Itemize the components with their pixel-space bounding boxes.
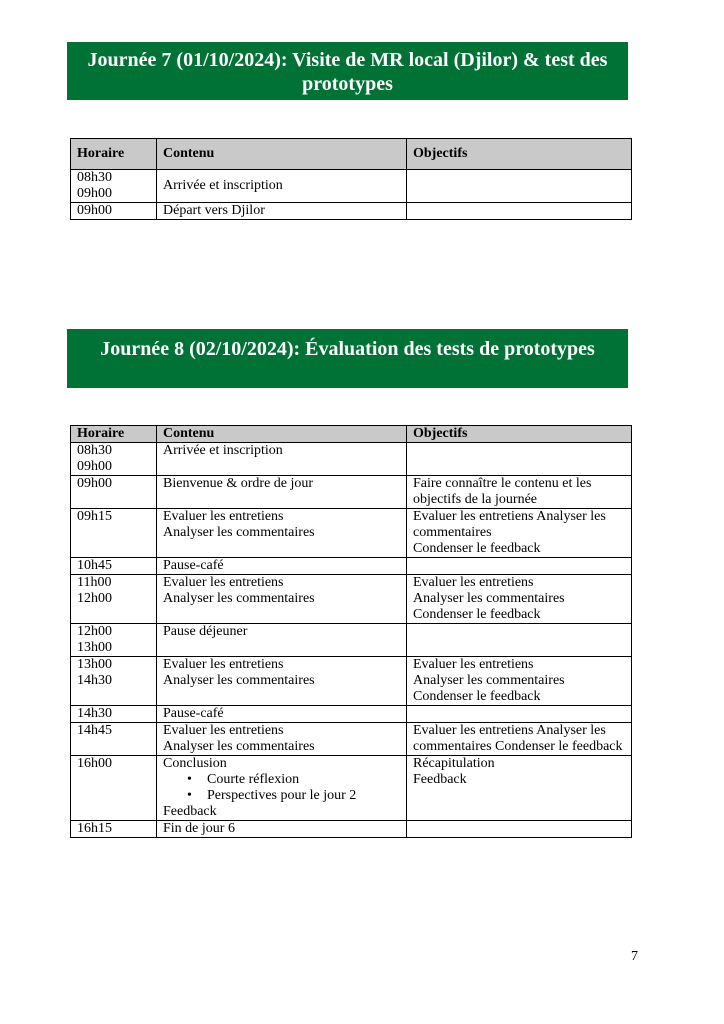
time-cell — [71, 203, 157, 220]
time-text: 11h00 — [77, 575, 112, 590]
objectives-cell — [407, 706, 632, 723]
page-number: 7 — [631, 949, 638, 964]
table-row — [71, 509, 632, 558]
table-row — [71, 706, 632, 723]
time-text: 09h00 — [77, 476, 112, 491]
content-cell — [157, 756, 407, 821]
time-cell — [71, 624, 157, 657]
table-row — [71, 575, 632, 624]
content-text: Conclusion — [163, 756, 227, 771]
content-cell — [157, 706, 407, 723]
time-cell — [71, 170, 157, 203]
bullet-item — [163, 772, 400, 788]
content-cell — [157, 558, 407, 575]
content-cell — [157, 821, 407, 838]
content-text: Analyser les commentaires — [163, 591, 315, 606]
table-row — [71, 558, 632, 575]
bullet-text: Courte réflexion — [207, 772, 300, 787]
content-text: Analyser les commentaires — [163, 673, 315, 688]
objective-text: Analyser les commentaires — [413, 673, 565, 688]
bullet-icon: • — [187, 772, 192, 787]
content-text: Pause-café — [163, 706, 224, 721]
content-text: Evaluer les entretiens — [163, 509, 284, 524]
header-contenu: Contenu — [157, 426, 407, 443]
bullet-icon: • — [187, 788, 192, 803]
day7-schedule-table — [70, 138, 632, 220]
time-text: 12h00 — [77, 591, 112, 606]
content-text: Bienvenue & ordre de jour — [163, 476, 314, 491]
objectives-cell — [407, 756, 632, 821]
objective-text: Evaluer les entretiens — [413, 575, 534, 590]
time-cell — [71, 756, 157, 821]
time-text: 09h15 — [77, 509, 112, 524]
time-cell — [71, 509, 157, 558]
time-cell — [71, 706, 157, 723]
objectives-cell — [407, 657, 632, 706]
content-text: Evaluer les entretiens — [163, 657, 284, 672]
objectives-cell — [407, 558, 632, 575]
table-row — [71, 657, 632, 706]
objective-text: Analyser les commentaires — [413, 591, 565, 606]
time-text: 14h30 — [77, 673, 112, 688]
content-cell — [157, 170, 407, 203]
time-cell — [71, 558, 157, 575]
day8-title-banner — [67, 329, 628, 388]
objectives-cell — [407, 723, 632, 756]
time-cell — [71, 821, 157, 838]
content-text: Analyser les commentaires — [163, 525, 315, 540]
objectives-cell — [407, 476, 632, 509]
table-row — [71, 203, 632, 220]
objective-text: Récapitulation — [413, 756, 495, 771]
time-text: 08h30 — [77, 170, 112, 185]
time-text: 09h00 — [77, 459, 112, 474]
time-text: 13h00 — [77, 640, 112, 655]
objectives-cell — [407, 821, 632, 838]
objective-text: Evaluer les entretiens Analyser les commentaires — [413, 509, 606, 540]
objective-text: Faire connaître le contenu et les objectifs de la journée — [413, 476, 592, 507]
time-text: 14h45 — [77, 723, 112, 738]
header-contenu: Contenu — [157, 139, 407, 170]
table-row — [71, 756, 632, 821]
day8-title: Journée 8 (02/10/2024): Évaluation des tests de prototypes — [100, 338, 595, 360]
time-cell — [71, 575, 157, 624]
time-text: 09h00 — [77, 203, 112, 218]
content-cell — [157, 575, 407, 624]
content-text: Pause-café — [163, 558, 224, 573]
time-text: 13h00 — [77, 657, 112, 672]
content-text: Analyser les commentaires — [163, 739, 315, 754]
content-text: Evaluer les entretiens — [163, 575, 284, 590]
time-text: 16h00 — [77, 756, 112, 771]
day7-title: Journée 7 (01/10/2024): Visite de MR local (Djilor) & test des prototypes — [87, 49, 608, 95]
time-cell — [71, 723, 157, 756]
bullet-text: Perspectives pour le jour 2 — [207, 788, 357, 803]
content-text: Feedback — [163, 804, 217, 819]
objectives-cell — [407, 443, 632, 476]
table-row — [71, 624, 632, 657]
content-text: Arrivée et inscription — [163, 443, 283, 458]
time-cell — [71, 476, 157, 509]
time-cell — [71, 657, 157, 706]
content-cell — [157, 203, 407, 220]
bullet-item — [163, 788, 400, 804]
time-text: 08h30 — [77, 443, 112, 458]
content-cell — [157, 723, 407, 756]
table-header-row — [71, 139, 632, 170]
content-cell — [157, 624, 407, 657]
content-cell — [157, 476, 407, 509]
content-text: Pause déjeuner — [163, 624, 248, 639]
header-objectifs: Objectifs — [407, 139, 632, 170]
objective-text: Evaluer les entretiens — [413, 657, 534, 672]
objective-text: Feedback — [413, 772, 467, 787]
time-text: 10h45 — [77, 558, 112, 573]
content-cell — [157, 657, 407, 706]
table-row — [71, 443, 632, 476]
table-row — [71, 821, 632, 838]
time-cell — [71, 443, 157, 476]
content-text: Arrivée et inscription — [163, 178, 283, 193]
header-horaire: Horaire — [71, 426, 157, 443]
content-text: Départ vers Djilor — [163, 203, 265, 218]
objective-text: Evaluer les entretiens Analyser les commentaires Condenser le feedback — [413, 723, 623, 754]
day8-schedule-table — [70, 425, 632, 838]
content-text: Fin de jour 6 — [163, 821, 235, 836]
objectives-cell — [407, 170, 632, 203]
table-row — [71, 170, 632, 203]
time-text: 09h00 — [77, 186, 112, 201]
objective-text: Condenser le feedback — [413, 541, 541, 556]
content-cell — [157, 509, 407, 558]
content-cell — [157, 443, 407, 476]
objective-text: Condenser le feedback — [413, 689, 541, 704]
table-row — [71, 476, 632, 509]
time-text: 12h00 — [77, 624, 112, 639]
objectives-cell — [407, 624, 632, 657]
objective-text: Condenser le feedback — [413, 607, 541, 622]
time-text: 16h15 — [77, 821, 112, 836]
objectives-cell — [407, 509, 632, 558]
table-row — [71, 723, 632, 756]
header-objectifs: Objectifs — [407, 426, 632, 443]
table-header-row — [71, 426, 632, 443]
day7-title-banner — [67, 42, 628, 100]
time-text: 14h30 — [77, 706, 112, 721]
header-horaire: Horaire — [71, 139, 157, 170]
objectives-cell — [407, 203, 632, 220]
objectives-cell — [407, 575, 632, 624]
content-text: Evaluer les entretiens — [163, 723, 284, 738]
